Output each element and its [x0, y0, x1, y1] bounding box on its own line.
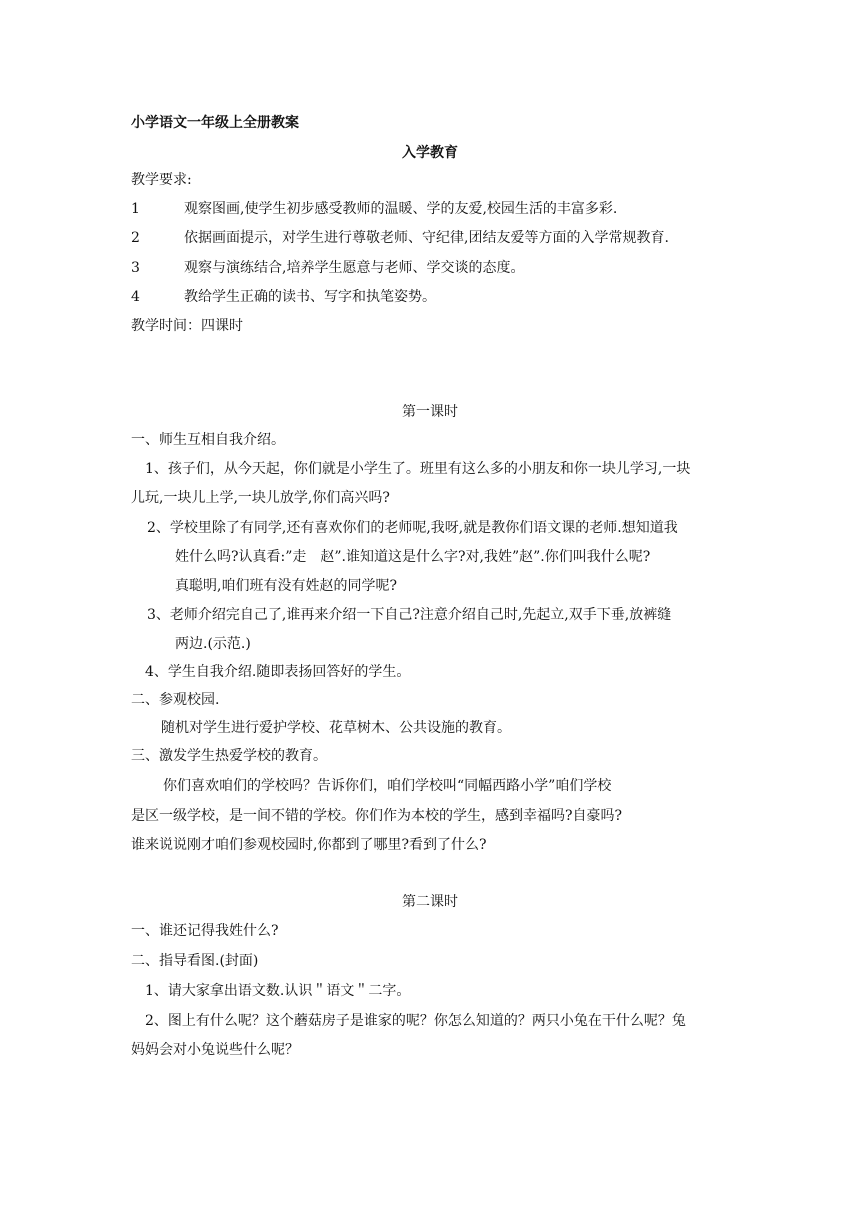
requirement-number: 4	[131, 289, 140, 305]
paragraph-line: 1、请大家拿出语文数.认识＂语文＂二字。	[145, 983, 411, 999]
paragraph-line: 2、图上有什么呢？这个蘑菇房子是谁家的呢？你怎么知道的？两只小兔在干什么呢？兔	[145, 1013, 686, 1029]
paragraph-line: 两边.(示范.)	[175, 636, 251, 652]
document-title: 小学语文一年级上全册教案	[131, 115, 299, 131]
period1-title: 第一课时	[402, 404, 458, 420]
lesson-title: 入学教育	[402, 145, 458, 161]
period1-section2-heading: 二、参观校园.	[131, 692, 220, 708]
requirement-number: 1	[131, 201, 140, 217]
requirement-text: 依据画面提示，对学生进行尊敬老师、守纪律,团结友爱等方面的入学常规教育.	[184, 230, 669, 246]
requirements-heading: 教学要求:	[131, 172, 192, 188]
paragraph-line: 1、孩子们，从今天起，你们就是小学生了。班里有这么多的小朋友和你一块儿学习,一块	[145, 461, 691, 477]
requirement-number: 2	[131, 230, 140, 246]
paragraph-line: 谁来说说刚才咱们参观校园时,你都到了哪里?看到了什么?	[131, 837, 487, 853]
paragraph-line: 姓什么吗?认真看:”走 赵”.谁知道这是什么字?对,我姓”赵”.你们叫我什么呢?	[175, 549, 651, 565]
paragraph-line: 4、学生自我介绍.随即表扬回答好的学生。	[145, 664, 411, 680]
period2-section2-heading: 二、指导看图.(封面)	[131, 953, 259, 969]
period2-title: 第二课时	[402, 894, 458, 910]
requirement-text: 观察图画,使学生初步感受教师的温暖、学的友爱,校园生活的丰富多彩.	[184, 201, 618, 217]
paragraph-line: 妈妈会对小兔说些什么呢？	[131, 1042, 299, 1058]
paragraph-line: 2、学校里除了有同学,还有喜欢你们的老师呢,我呀,就是教你们语文课的老师.想知道我	[147, 520, 678, 536]
paragraph-line: 是区一级学校，是一间不错的学校。你们作为本校的学生，感到幸福吗?自豪吗?	[131, 808, 623, 824]
requirement-text: 教给学生正确的读书、写字和执笔姿势。	[184, 289, 436, 305]
requirement-text: 观察与演练结合,培养学生愿意与老师、学交谈的态度。	[184, 260, 525, 276]
paragraph-line: 3、老师介绍完自己了,谁再来介绍一下自己?注意介绍自己时,先起立,双手下垂,放裤缝	[147, 607, 672, 623]
paragraph-line: 随机对学生进行爱护学校、花草树木、公共设施的教育。	[161, 720, 511, 736]
period2-section1-heading: 一、谁还记得我姓什么?	[131, 923, 279, 939]
paragraph-line: 儿玩,一块儿上学,一块儿放学,你们高兴吗?	[131, 490, 390, 506]
paragraph-line: 真聪明,咱们班有没有姓赵的同学呢?	[175, 578, 397, 594]
period1-section3-heading: 三、激发学生热爱学校的教育。	[131, 748, 327, 764]
period1-section1-heading: 一、师生互相自我介绍。	[131, 432, 285, 448]
requirement-number: 3	[131, 260, 140, 276]
paragraph-line: 你们喜欢咱们的学校吗？告诉你们，咱们学校叫“同幅西路小学”咱们学校	[163, 778, 612, 794]
teaching-time: 教学时间：四课时	[131, 318, 243, 334]
